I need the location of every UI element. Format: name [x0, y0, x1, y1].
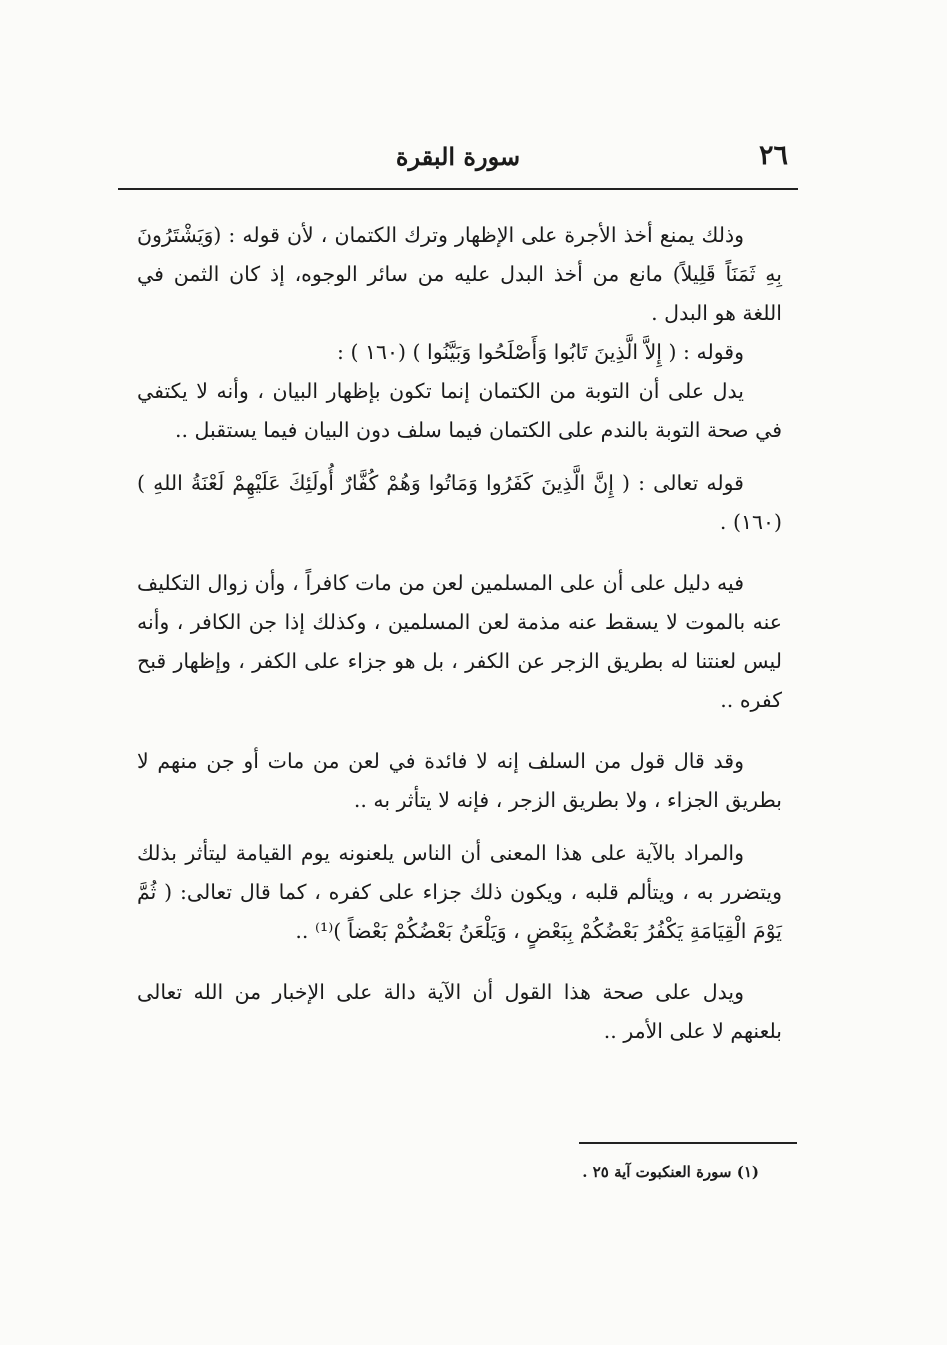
paragraph: فيه دليل على أن على المسلمين لعن من مات كافراً ، وأن زوال التكليف عنه بالموت لا يسقط عنه مذمة لعن المسلمين ، وكذلك إذا جن الكافر ، وأنه ليس لعنتنا له بطريق الزجر عن الكفر ، بل هو جزاء على الكفر ، وإظهار قبح كفره .. — [137, 571, 782, 712]
paragraph: قوله تعالى : ( إِنَّ الَّذِينَ كَفَرُوا وَمَاتُوا وَهُمْ كُفَّارٌ أُولَئِكَ عَلَيْهِمْ لَعْنَةُ اللهِ ) (١٦٠) . — [137, 471, 782, 534]
paragraph: وذلك يمنع أخذ الأجرة على الإظهار وترك الكتمان ، لأن قوله : (وَيَشْتَرُونَ بِهِ ثَمَنَاً قَلِيلاً) مانع من أخذ البدل عليه من سائر الوجوه، إذ كان الثمن في اللغة هو البدل . — [137, 223, 782, 325]
paragraph: وقد قال قول من السلف إنه لا فائدة في لعن من مات أو جن منهم لا بطريق الجزاء ، ولا بطريق الزجر ، فإنه لا يتأثر به .. — [137, 749, 782, 812]
page-header — [118, 132, 798, 182]
page-number: ٢٦ — [758, 140, 788, 171]
paragraph: يدل على أن التوبة من الكتمان إنما تكون بإظهار البيان ، وأنه لا يكتفي في صحة التوبة بالندم على الكتمان فيما سلف دون البيان فيما يستقبل .. — [137, 379, 782, 442]
body-text — [137, 216, 782, 1051]
footnote-divider — [579, 1142, 797, 1144]
footnote: (١) سورة العنكبوت آية ٢٥ . — [582, 1163, 759, 1181]
paragraph: ويدل على صحة هذا القول أن الآية دالة على الإخبار من الله تعالى بلعنهم لا على الأمر .. — [137, 980, 782, 1043]
paragraph: وقوله : ( إِلاَّ الَّذِينَ تَابُوا وَأَصْلَحُوا وَبَيَّنُوا ) (١٦٠ ) : — [337, 340, 744, 364]
paragraph: والمراد بالآية على هذا المعنى أن الناس يلعنونه يوم القيامة ليتأثر بذلك ويتضرر به ، ويتألم قلبه ، ويكون ذلك جزاء على كفره ، كما قال تعالى: ( ثُمَّ يَوْمَ الْقِيَامَةِ يَكْفُرُ بَعْضُكُمْ بِبَعْضٍ ، وَيَلْعَنُ بَعْضُكُمْ بَعْضاً )⁽¹⁾ .. — [137, 841, 782, 943]
surah-title: سورة البقرة — [395, 142, 521, 171]
header-divider — [118, 188, 798, 190]
